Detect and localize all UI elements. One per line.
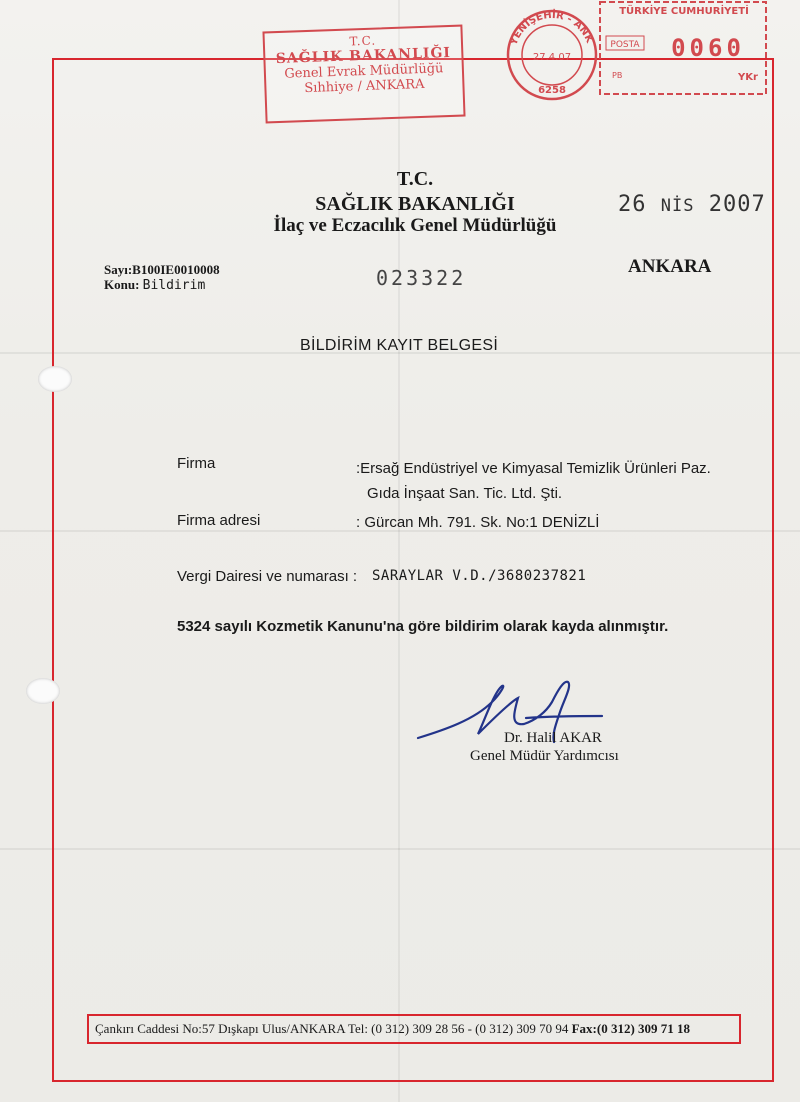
address-value: : Gürcan Mh. 791. Sk. No:1 DENİZLİ — [356, 514, 600, 531]
stamp-line: SAĞLIK BAKANLIĞI — [275, 44, 452, 68]
signer-title: Genel Müdür Yardımcısı — [470, 748, 619, 764]
date-year: 2007 — [708, 192, 766, 217]
ministry-stamp — [262, 25, 465, 124]
svg-text:YENİŞEHİR - ANK — [508, 7, 595, 48]
postmark-arc-text: YENİŞEHİR - ANK — [508, 9, 595, 47]
punch-hole — [26, 678, 60, 704]
postmark-stamp — [497, 5, 607, 105]
registration-number: 023322 — [376, 266, 467, 290]
meter-amount: 0060 — [671, 34, 745, 62]
punch-hole — [38, 366, 72, 392]
company-value-cont: Gıda İnşaat San. Tic. Ltd. Şti. — [367, 485, 563, 502]
tax-office-label: Vergi Dairesi ve numarası : — [177, 568, 358, 585]
postage-meter-stamp — [598, 0, 770, 98]
subject-line — [104, 277, 205, 293]
stamp-line: T.C. — [349, 33, 377, 49]
header-ministry: SAĞLIK BAKANLIĞI — [315, 193, 515, 215]
stamp-line: Genel Evrak Müdürlüğü — [284, 61, 444, 82]
address-label: Firma adresi — [177, 512, 261, 529]
footer-address: Çankırı Caddesi No:57 Dışkapı Ulus/ANKARA — [95, 1021, 345, 1036]
meter-prefix: PB — [612, 71, 623, 80]
subject-value: Bildirim — [142, 278, 206, 293]
footer-phone: Tel: (0 312) 309 28 56 - (0 312) 309 70 94 — [347, 1021, 569, 1036]
city-label: ANKARA — [628, 256, 712, 277]
footer-contact — [87, 1014, 741, 1044]
registration-statement: 5324 sayılı Kozmetik Kanunu'na göre bildirim olarak kayda alınmıştır. — [177, 618, 669, 635]
meter-unit: YKr — [738, 72, 758, 83]
postmark-date: 27.4.07 — [532, 52, 572, 63]
date-month: NİS — [660, 196, 695, 216]
company-label: Firma — [177, 455, 216, 472]
footer-fax: Fax:(0 312) 309 71 18 — [571, 1021, 691, 1036]
company-value: :Ersağ Endüstriyel ve Kimyasal Temizlik Ürünleri Paz. — [356, 460, 711, 477]
date-day: 26 — [618, 192, 647, 217]
document-title: BİLDİRİM KAYIT BELGESİ — [300, 337, 499, 354]
postmark-code: 6258 — [538, 85, 566, 96]
reference-number: Sayı:B100IE0010008 — [104, 262, 220, 277]
subject-label: Konu: — [104, 277, 140, 292]
tax-office-value: SARAYLAR V.D./3680237821 — [372, 568, 587, 584]
stamp-line: Sıhhiye / ANKARA — [304, 76, 425, 97]
meter-label: POSTA — [610, 40, 640, 50]
document-date — [618, 192, 766, 217]
meter-country: TÜRKİYE CUMHURİYETİ — [619, 6, 749, 17]
header-tc: T.C. — [396, 168, 434, 190]
signer-name: Dr. Halil AKAR — [504, 730, 602, 746]
header-directorate: İlaç ve Eczacılık Genel Müdürlüğü — [273, 215, 557, 236]
